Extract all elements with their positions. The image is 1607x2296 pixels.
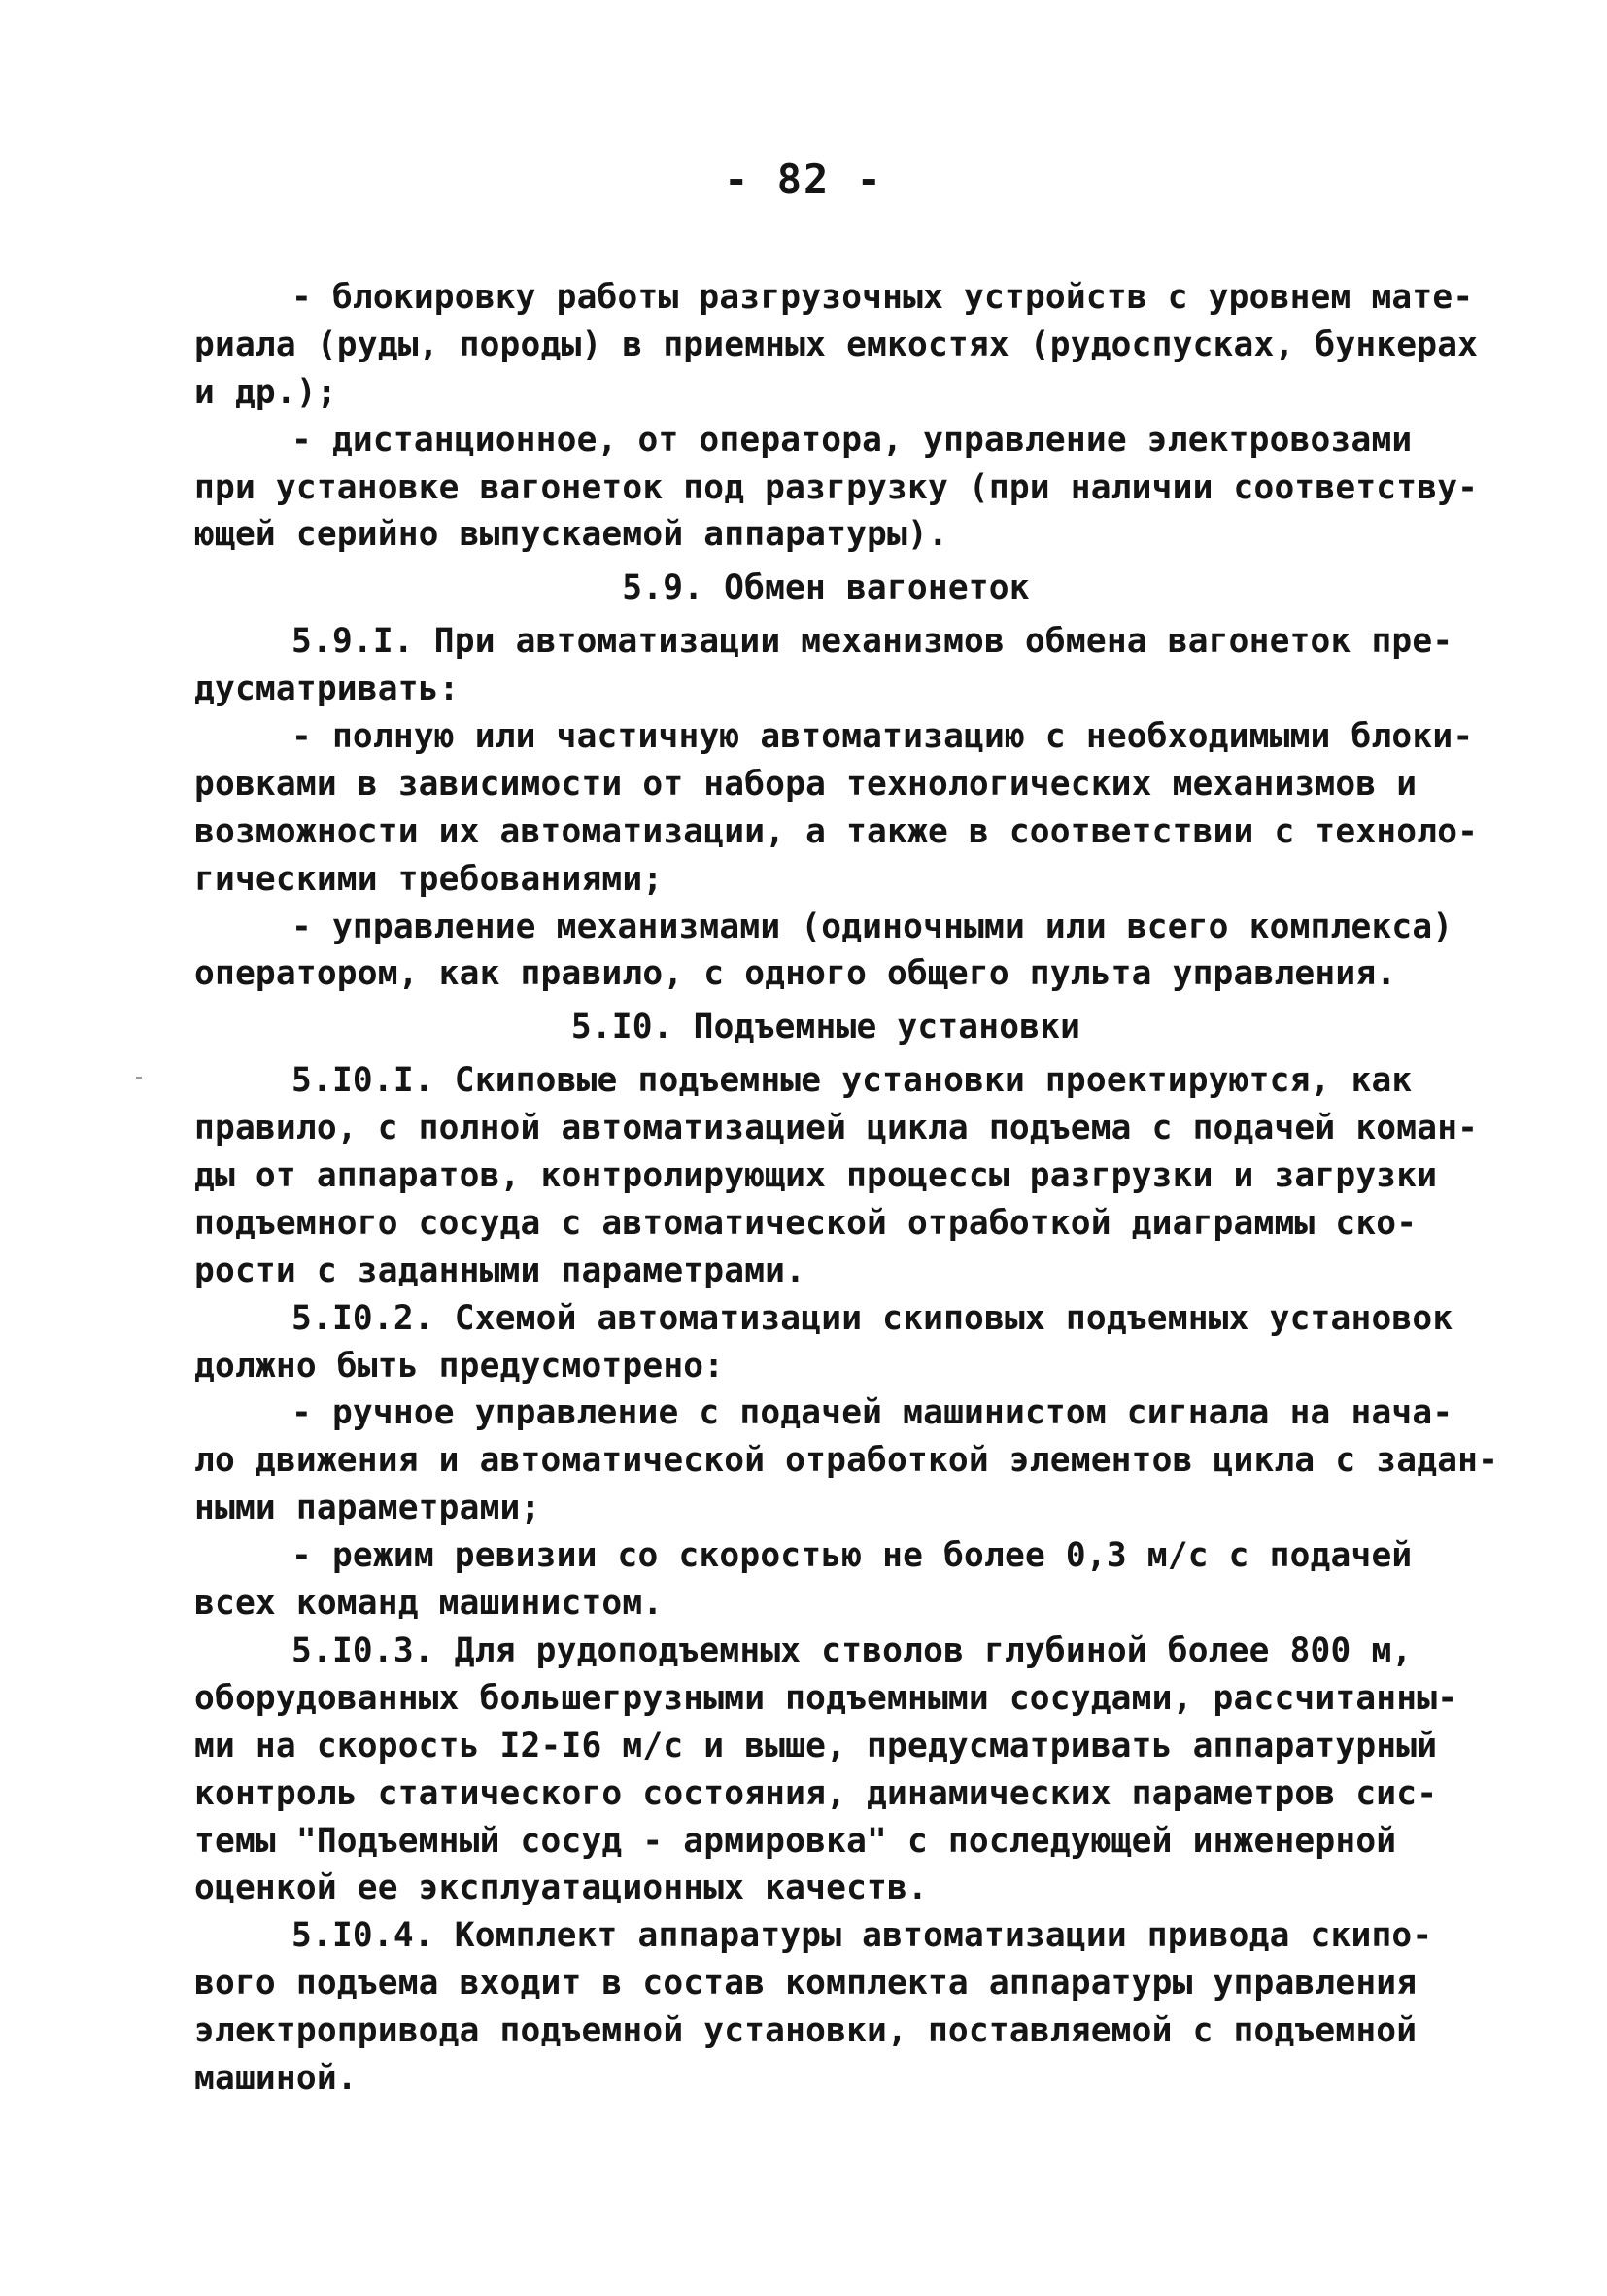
margin-mark (136, 1077, 142, 1079)
text-line: - режим ревизии со скоростью не более 0,3 м/с с подачей (291, 1536, 1413, 1576)
text-line: ровками в зависимости от набора технологических механизмов и (194, 764, 1418, 804)
text-line: рости с заданными параметрами. (194, 1251, 806, 1290)
text-line: - дистанционное, от оператора, управление электровозами (291, 420, 1413, 460)
text-line: ло движения и автоматической отработкой элементов цикла с задан- (194, 1441, 1499, 1481)
text-line: дусматривать: (194, 669, 460, 709)
text-line: электропривода подъемной установки, поставляемой с подъемной (194, 2011, 1418, 2051)
text-line: - блокировку работы разгрузочных устройств с уровнем мате- (291, 278, 1474, 317)
text-line: ми на скорость I2-I6 м/с и выше, предусматривать аппаратурный (194, 1726, 1438, 1765)
text-line: ющей серийно выпускаемой аппаратуры). (194, 515, 948, 555)
text-line: должно быть предусмотрено: (194, 1346, 725, 1386)
text-line: вого подъема входит в состав комплекта аппаратуры управления (194, 1964, 1418, 2004)
section-heading: 5.9. Обмен вагонеток (622, 568, 1030, 608)
text-line: темы "Подъемный сосуд - армировка" с последующей инженерной (194, 1821, 1397, 1861)
text-line: оператором, как правило, с одного общего пульта управления. (194, 954, 1397, 994)
text-line: и др.); (194, 372, 337, 412)
text-line: гическими требованиями; (194, 859, 664, 899)
text-line: контроль статического состояния, динамических параметров сис- (194, 1773, 1438, 1813)
text-line: - полную или частичную автоматизацию с необходимыми блоки- (291, 717, 1474, 757)
text-line: 5.I0.I. Скиповые подъемные установки проектируются, как (291, 1061, 1413, 1101)
text-line: машиной. (194, 2058, 358, 2098)
text-line: риала (руды, породы) в приемных емкостях (рудоспусках, бункерах (194, 325, 1479, 364)
text-line: оборудованных большегрузными подъемными сосудами, рассчитанны- (194, 1678, 1458, 1718)
text-line: 5.9.I. При автоматизации механизмов обмена вагонеток пре- (291, 622, 1453, 662)
text-line: всех команд машинистом. (194, 1584, 664, 1624)
text-line: правило, с полной автоматизацией цикла подъема с подачей коман- (194, 1109, 1479, 1148)
text-line: при установке вагонеток под разгрузку (при наличии соответству- (194, 467, 1479, 507)
text-line: ды от аппаратов, контролирующих процессы разгрузки и загрузки (194, 1156, 1438, 1196)
section-heading: 5.I0. Подъемные установки (570, 1008, 1081, 1047)
text-line: 5.I0.2. Схемой автоматизации скиповых подъемных установок (291, 1298, 1453, 1338)
text-line: - ручное управление с подачей машинистом сигнала на нача- (291, 1393, 1453, 1433)
text-line: - управление механизмами (одиночными или всего комплекса) (291, 907, 1453, 946)
text-line: подъемного сосуда с автоматической отработкой диаграммы ско- (194, 1203, 1418, 1243)
text-line: возможности их автоматизации, а также в соответствии с техноло- (194, 811, 1479, 851)
text-line: оценкой ее эксплуатационных качеств. (194, 1868, 928, 1908)
document-body (194, 274, 1499, 2103)
page-number: - 82 - (724, 155, 883, 203)
text-line: 5.I0.3. Для рудоподъемных стволов глубиной более 800 м, (291, 1630, 1413, 1670)
text-line: ными параметрами; (194, 1489, 541, 1528)
text-line: 5.I0.4. Комплект аппаратуры автоматизации привода скипо- (291, 1916, 1433, 1956)
